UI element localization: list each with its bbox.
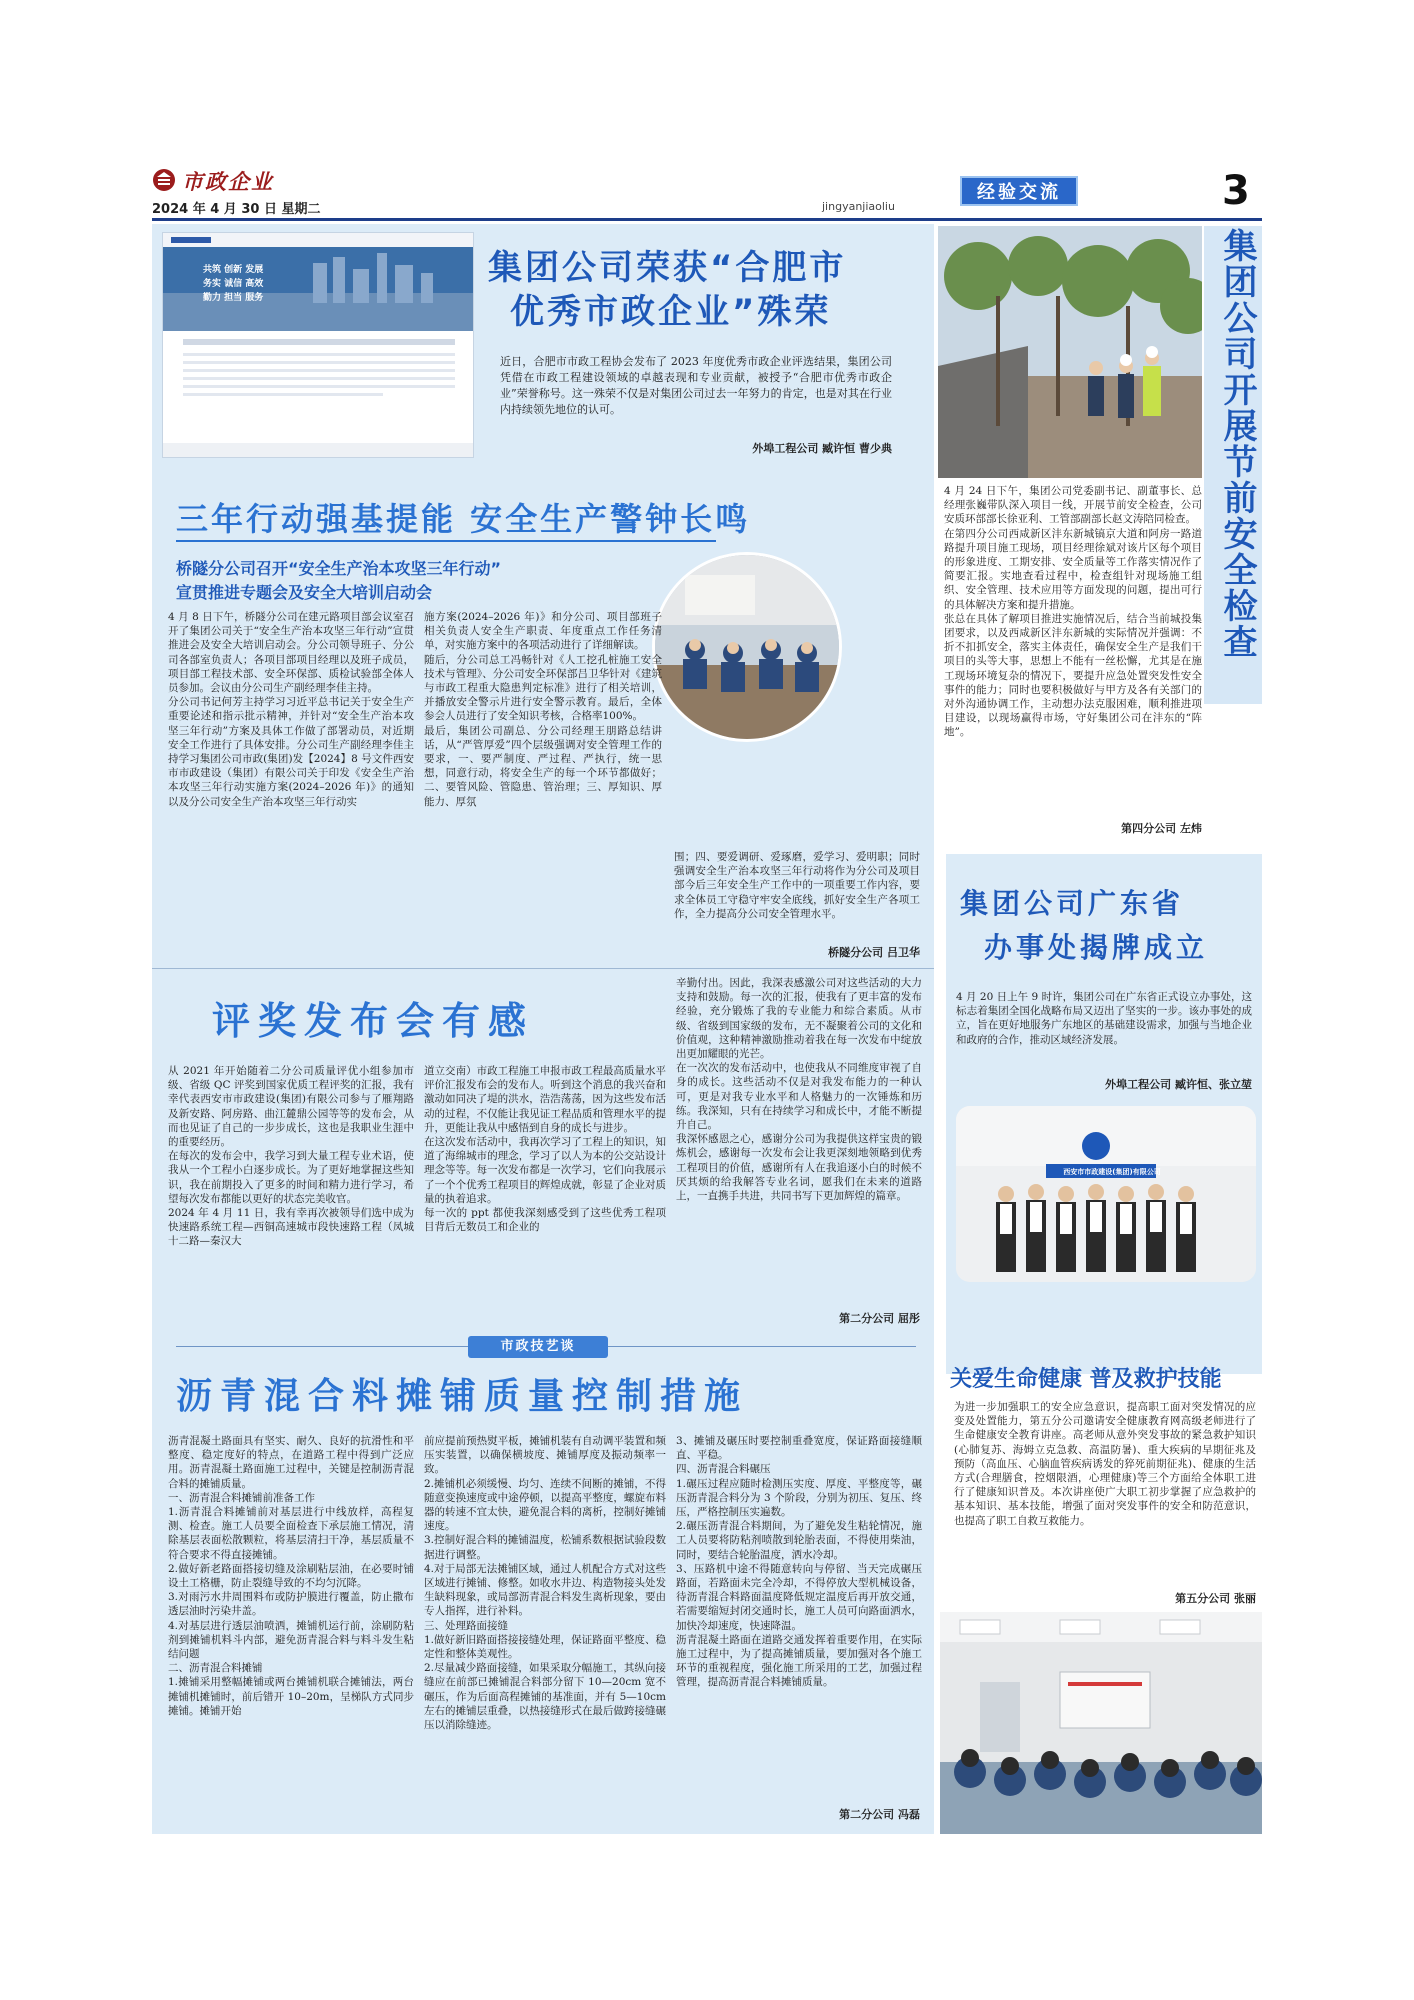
section-title: 经验交流 — [960, 176, 1078, 206]
issue-date: 2024 年 4 月 30 日 星期二 — [152, 202, 321, 217]
guangdong-sign-text: 西安市市政建设(集团)有限公司 — [1063, 1168, 1161, 1176]
firstaid-title: 关爱生命健康 普及救护技能 — [950, 1367, 1222, 1392]
safety-subtitle-line2: 宣贯推进专题会及安全大培训启动会 — [176, 583, 433, 602]
safety-meeting-photo — [652, 552, 842, 742]
asphalt-col3: 3、摊铺及碾压时要控制重叠宽度，保证路面接缝顺直、平稳。 四、沥青混合料碾压 1.碾压过程应随时检测压实度、厚度、平整度等，碾压沥青混合料分为 3 个阶段，分别为初压、复压、终压，严格控制压实遍数。 2.碾压沥青混合料期间，为了避免发生粘轮情况，施工人员要将防粘剂喷散到轮胎表面，不得使用柴油，同时，要结合轮胎温度，洒水冷却。 3、压路机中途不得随意转向与停留、当天完成碾压路面，若路面未完全冷却，不得停放大型机械设备，待沥青混合料路面温度降低规定温度后再开放交通，若需要缩短封闭交通时长，施工人员可向路面洒水，加快冷却速度，快速降温。 沥青混凝土路面在道路交通发挥着重要作用，在实际施工过程中，为了提高摊铺质量，要加强对各个施工环节的重视程度，强化施工所采用的工艺，加强过程管理，提高沥青混合料摊铺质量。 — [676, 1435, 922, 1689]
guangdong-group-photo — [956, 1106, 1256, 1282]
firstaid-body: 为进一步加强职工的安全应急意识，提高职工面对突发情况的应变及处置能力，第五分公司邀请安全健康教育网高级老师进行了生命健康安全教育讲座。高老师从意外突发事故的紧急救护知识(心肺复苏、海姆立克急救、高温防暑)、重大疾病的早期征兆及预防（高血压、心脑血管疾病诱发的猝死前期征兆)、健康的生活方式(合理膳食，控烟限酒，心理健康)等三个方面给全体职工进行了健康知识普及。本次讲座使广大职工初步掌握了应急救护的基本知识、基本技能，增强了面对突发事件的安全和防范意识，也提高了职工自救互救能力。 — [954, 1401, 1256, 1527]
guangdong-body: 4 月 20 日上午 9 时许，集团公司在广东省正式设立办事处，这标志着集团全国化战略布局又迈出了坚实的一步。该办事处的成立，旨在更好地服务广东地区的基础建设需求，加强与当地企业和政府的合作，推动区域经济发展。 — [956, 991, 1252, 1046]
award-col1: 从 2021 年开始随着二分公司质量评优小组参加市级、省级 QC 评奖到国家优质工程评奖的汇报，我有幸代表西安市市政建设(集团)有限公司参与了雁翔路及新安路、阿房路、曲江麓鼎公园等等的发布会，从而也见证了自己的一步步成长，这也是我职业生涯中的重要经历。 在每次的发布会中，我学习到大量工程专业术语，使我从一个工程小白逐步成长。为了更好地掌握这些知识，我在前期投入了更多的时间和精力进行学习，希望每次发布都能以更好的状态完美收官。 2024 年 4 月 11 日，我有幸再次被领导们选中成为快速路系统工程—西铜高速城市段快速路工程（凤城十二路—秦汉大 — [168, 1065, 414, 1248]
safety-col1: 4 月 8 日下午，桥隧分公司在建元路项目部会议室召开了集团公司关于“安全生产治本攻坚三年行动”宣贯推进会及安全大培训启动会。分公司领导班子、分公司各部室负责人；各项目部项目经理以及班子成员，项目部工程技术部、安全环保部、质检试验部全体人员参加。会议由分公司生产副经理李佳主持。 分公司书记何芳主持学习习近平总书记关于安全生产重要论述和指示批示精神，并针对“安全生产治本攻坚三年行动”方案及具体工作做了部署动员，对近期安全工作进行了具体安排。分公司生产副经理李佳主持学习集团公司市政(集团)发【2024】8 号文件西安市市政建设（集团）有限公司关于印发《安全生产治本攻坚三年行动实施方案(2024–2026 年)》的通知以及分公司安全生产治本攻坚三年行动实 — [168, 611, 414, 808]
asphalt-byline: 第二分公司 冯磊 — [839, 1808, 920, 1821]
site-inspection-photo-icon — [938, 226, 1202, 478]
honor-byline: 外埠工程公司 臧许恒 曹少典 — [752, 442, 892, 455]
safety-col3: 围；四、要爱调研、爱琢磨，爱学习、爱明职；同时强调安全生产治本攻坚三年行动将作为分公司及项目部今后三年安全生产工作中的一项重要工作内容，要求全体员工守稳守牢安全底线，抓好安全生产各项工作，全力提高分公司安全管理水平。 — [674, 851, 920, 920]
guangdong-byline: 外埠工程公司 臧许恒、张立堃 — [1105, 1078, 1252, 1091]
meeting-photo-icon — [655, 555, 842, 742]
honor-website-photo — [162, 232, 474, 458]
award-title: 评奖发布会有感 — [212, 999, 535, 1043]
honor-title-line1: 集团公司荣获“合肥市 — [488, 248, 847, 288]
asphalt-col1: 沥青混凝土路面具有坚实、耐久、良好的抗滑性和平整度、稳定度好的特点，在道路工程中得到广泛应用。沥青混凝土路面施工过程中，关键是控制沥青混合料的摊铺质量。 一、沥青混合料摊铺前准备工作 1.沥青混合料摊铺前对基层进行中线放样，高程复测、检查。施工人员要全面检查下承层施工情况，清除基层表面松散颗粒，将基层清扫干净，基层质量不符合要求不得直接摊铺。 2.做好新老路面搭接切缝及涂刷粘层油，在必要时铺设土工格栅，防止裂缝导致的不均匀沉降。 3.对雨污水井周围料布或防护膜进行覆盖，防止撒布透层油时污染井盖。 4.对基层进行透层油喷洒，摊铺机运行前，涂刷防粘剂到摊铺机料斗内部，避免沥青混合料与料斗发生粘结问题 二、沥青混合料摊铺 1.摊铺采用整幅摊铺或两台摊铺机联合摊铺法，两台摊铺机摊铺时，前后错开 10–20m，呈梯队方式同步摊铺。摊铺开始 — [168, 1435, 414, 1717]
honor-photo-slogan: 共筑 创新 发展 务实 诚信 高效 勤力 担当 服务 — [203, 265, 264, 303]
inspection-byline: 第四分公司 左炜 — [1121, 822, 1202, 835]
guangdong-title-line1: 集团公司广东省 — [960, 887, 1185, 920]
lecture-photo-icon — [940, 1612, 1262, 1834]
paper-name: 市政企业 — [182, 169, 274, 194]
asphalt-column-tag: 市政技艺谈 — [468, 1336, 608, 1358]
award-byline: 第二分公司 屈彤 — [839, 1312, 920, 1325]
asphalt-title: 沥青混合料摊铺质量控制措施 — [176, 1376, 749, 1417]
award-col2: 道立交南）市政工程施工申报市政工程最高质量水平评价汇报发布会的发布人。听到这个消息的我兴奋和激动如同决了堤的洪水，浩浩荡荡，因为这些发布活动的过程，不仅能让我见证工程品质和管理水平的提升，更能让我从中感悟到自身的成长与进步。 在这次发布活动中，我再次学习了工程上的知识，知道了海绵城市的理念，学习了以人为本的公交站设计理念等等。每一次发布都是一次学习，它们向我展示了一个个优秀工程项目的辉煌成就，彰显了企业对质量的执着追求。 每一次的 ppt 都使我深刻感受到了这些优秀工程项目背后无数员工和企业的 — [424, 1065, 666, 1234]
group-photo-icon — [956, 1106, 1256, 1282]
inspection-title: 集团公司开展节前安全检查 — [1217, 228, 1257, 660]
safety-col2: 施方案(2024–2026 年)》和分公司、项目部班子相关负责人安全生产职责、年度重点工作任务清单，对实施方案中的各项活动进行了详细解读。 随后，分公司总工冯畅针对《人工挖孔桩施工安全技术与管理》、分公司安全环保部吕卫华针对《建筑与市政工程重大隐患判定标准》进行了相关培训，并播放安全警示片进行安全警示教育。最后，全体参会人员进行了安全知识考核，合格率100%。 最后，集团公司副总、分公司经理王朋路总结讲话，从“严管厚爱”四个层级强调对安全管理工作的要求，一、要严制度、严过程、严执行，统一思想，同意行动，将安全生产的每一个环节都做好；二、要管风险、管隐患、管治理；三、厚知识、厚能力、厚氛 — [424, 611, 662, 808]
guangdong-title-line2: 办事处揭牌成立 — [984, 931, 1209, 964]
award-col3: 辛勤付出。因此，我深表感激公司对这些活动的大力支持和鼓励。每一次的汇报，使我有了更丰富的发布经验，充分锻炼了我的专业能力和综合素质。从市级、省级到国家级的发布，无不凝聚着公司的文化和价值观，这种精神激励推动着我在每一次发布中绽放出更加耀眼的光芒。 在一次次的发布活动中，也使我从不同维度审视了自身的成长。这些活动不仅是对我发布能力的一种认可，更是对我专业水平和人格魅力的一次锤炼和历练。我深知，只有在持续学习和成长中，才能不断提升自己。 我深怀感恩之心，感谢分公司为我提供这样宝贵的锻炼机会，感谢每一次发布会让我更深刻地领略到优秀工程项目的价值，感谢所有人在我追逐小白的时候不厌其烦的给我解答专业名词，愿我们在未来的道路上，一直携手共进，共同书写下更加辉煌的篇章。 — [676, 977, 922, 1203]
honor-body: 近日，合肥市市政工程协会发布了 2023 年度优秀市政企业评选结果，集团公司凭借在市政工程建设领域的卓越表现和专业贡献，被授予“合肥市优秀市政企业”荣誉称号。这一殊荣不仅是对集团公司过去一年努力的肯定，也是对其在行业内持续领先地位的认可。 — [500, 355, 892, 416]
firstaid-byline: 第五分公司 张丽 — [1175, 1592, 1256, 1605]
inspection-body: 4 月 24 日下午，集团公司党委副书记、副董事长、总经理张巍带队深入项目一线，开展节前安全检查，公司安质环部部长徐亚利、工管部副部长赵文涛陪同检查。 在第四分公司西咸新区沣东新城镐京大道和阿房一路道路提升项目施工现场，项目经理徐斌对该片区每个项目的形象进度、工期安排、安全质量等工作落实情况作了简要汇报。实地查看过程中，检查组针对现场施工组织、安全管理、技术应用等方面发现的问题，提出可行的具体解决方案和提升措施。 张总在具体了解项目推进实施情况后，结合当前城投集团要求，以及西咸新区沣东新城的实际情况并强调：不折不扣抓安全，落实主体责任，确保安全生产是我们干项目的头等大事，思想上不能有一丝松懈，尤其是在施工现场环境复杂的情况下，要提升应急处置突发性安全事件的能力；同时也要积极做好与甲方及各有关部门的对外沟通协调工作，主动想办法克服困难，顺利推进项目建设，以现场赢得市场，守好集团公司在沣东的“阵地”。 — [944, 485, 1202, 739]
safety-subtitle-line1: 桥隧分公司召开“安全生产治本攻坚三年行动” — [176, 559, 502, 578]
asphalt-col2: 前应提前预热熨平板，摊铺机装有自动调平装置和频压实装置，以确保横坡度、摊铺厚度及振动频率一致。 2.摊铺机必须缓慢、均匀、连续不间断的摊铺，不得随意变换速度或中途停顿，以提高平整度，螺旋布料器的转速不宜太快，避免混合料的离析，控制好摊铺速度。 3.控制好混合料的摊铺温度，松铺系数根据试验段数据进行调整。 4.对于局部无法摊铺区域，通过人机配合方式对这些区域进行摊铺、修整。如收水井边、构造物接头处发生缺料现象，或局部沥青混合料发生离析现象，要由专人指挥，进行补料。 三、处理路面接缝 1.做好新旧路面搭接接缝处理，保证路面平整度、稳定性和整体美观性。 2.尽量减少路面接缝，如果采取分幅施工，其纵向接缝应在前部已摊铺混合料部分留下 10—20cm 宽不碾压，作为后面高程摊铺的基准面，并有 5—10cm 左右的摊铺层重叠，以热接缝形式在最后做跨接缝碾压以消除缝迹。 — [424, 1435, 666, 1732]
firstaid-lecture-photo — [940, 1612, 1262, 1834]
honor-title-line2: 优秀市政企业”殊荣 — [510, 292, 832, 332]
masthead-logo — [152, 166, 302, 194]
page-number: 3 — [1222, 168, 1250, 214]
safety-title-rule — [176, 540, 716, 542]
header-rule — [152, 218, 1262, 221]
safety-byline: 桥隧分公司 吕卫华 — [828, 946, 920, 959]
company-logo-icon — [152, 168, 176, 192]
safety-title: 三年行动强基提能 安全生产警钟长鸣 — [176, 500, 751, 538]
inspection-photo — [938, 226, 1202, 478]
divider-line — [152, 968, 934, 969]
section-pinyin: jingyanjiaoliu — [822, 200, 895, 213]
